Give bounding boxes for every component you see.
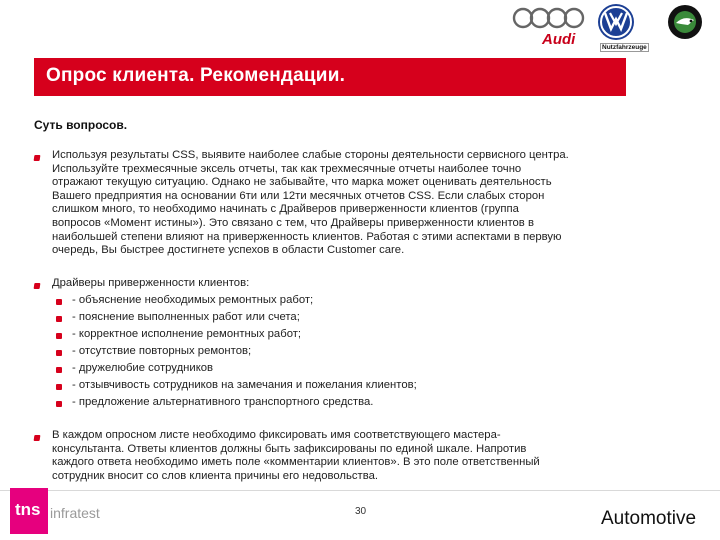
page-number: 30: [355, 506, 367, 517]
brand-logos: [520, 0, 720, 58]
paragraph-line: каждого ответа необходимо иметь поле «комментарии клиентов». В это поле ответственный: [52, 456, 540, 469]
paragraph-line: Драйверы приверженности клиентов:: [52, 277, 250, 289]
tns-wordmark: tns: [15, 500, 41, 519]
audi-wordmark: Audi: [542, 31, 576, 48]
list-item: - предложение альтернативного транспортного средства.: [72, 396, 374, 408]
paragraph-line: вопросов «Момент истины»). Это связано с тем, что Драйверы приверженности клиентов в: [52, 216, 534, 229]
paragraph-line: слишком много, то необходимо начинать с Драйверов приверженности клиентов (группа: [52, 203, 519, 216]
paragraph-line: наибольшей степени влияют на приверженность клиентов. Работая с этими аспектами в первую: [52, 230, 562, 243]
title-bar: [34, 58, 626, 96]
paragraph-2-heading: [52, 277, 707, 291]
bullet-icon: [34, 435, 41, 441]
list-item: - отзывчивость сотрудников на замечания и пожелания клиентов;: [72, 379, 417, 391]
bullet-icon: [56, 384, 62, 390]
list-item: - объяснение необходимых ремонтных работ;: [72, 294, 314, 306]
nutzfahrzeuge-label: Nutzfahrzeuge: [602, 44, 647, 51]
paragraph-line: очередь, Вы быстрее достигнете успехов в области Customer care.: [52, 244, 405, 257]
bullet-icon: [56, 333, 62, 339]
page-title: Опрос клиента. Рекомендации.: [46, 65, 346, 86]
section-label: Суть вопросов.: [34, 118, 128, 132]
footer-divider: [0, 490, 720, 491]
paragraph-line: консультанта. Ответы клиентов должны быть зафиксированы по единой шкале. Напротив: [52, 442, 527, 455]
list-item: - дружелюбие сотрудников: [72, 362, 214, 374]
paragraph-line: Используйте трехмесячные эксель отчеты, так как трехмесячные отчеты наиболее точно: [52, 162, 522, 175]
bullet-icon: [56, 350, 62, 356]
bullet-icon: [56, 401, 62, 407]
paragraph-line: сотрудник вносит со слов клиента причины его недовольства.: [52, 469, 379, 482]
paragraph-1: [52, 149, 707, 258]
bullet-icon: [56, 299, 62, 305]
bullet-icon: [34, 155, 41, 161]
paragraph-line: Используя результаты CSS, выявите наиболее слабые стороны деятельности сервисного центра.: [52, 149, 569, 161]
list-item: - отсутствие повторных ремонтов;: [72, 345, 252, 357]
bullet-icon: [56, 367, 62, 373]
bullet-icon: [34, 283, 41, 289]
paragraph-line: отражают текущую ситуацию. Однако не забывайте, что марка может оценивать деятельность: [52, 176, 552, 189]
infratest-wordmark: infratest: [50, 505, 100, 521]
list-item: - корректное исполнение ремонтных работ;: [72, 328, 302, 340]
paragraph-3: [52, 429, 707, 483]
bullet-icon: [56, 316, 62, 322]
audi-rings-icon: [512, 6, 586, 30]
paragraph-line: Вашего предприятия на основании 6ти или 12ти месячных отчетов CSS. Если слабых сторон: [52, 189, 545, 202]
vw-logo-icon: [596, 2, 636, 42]
list-item: - пояснение выполненных работ или счета;: [72, 311, 300, 323]
skoda-logo-icon: [666, 3, 704, 41]
paragraph-line: В каждом опросном листе необходимо фиксировать имя соответствующего мастера-: [52, 429, 501, 441]
automotive-label: Automotive: [601, 508, 697, 529]
